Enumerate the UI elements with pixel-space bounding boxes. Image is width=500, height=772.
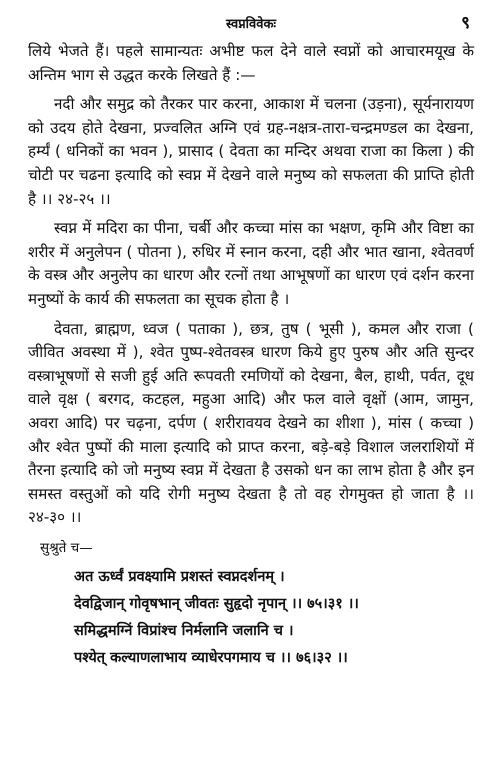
verse-line: देवद्विजान् गोवृषभान् जीवतः सुहृदो नृपान् ।। ७५।३१ ।। <box>74 595 359 612</box>
paragraph-dreams-success: नदी और समुद्र को तैरकर पार करना, आकाश में चलना (उड़ना), सूर्यनारायण को उदय होते देखना, प्रज्वलित अग्नि एवं ग्रह-नक्षत्र-तारा-चन्द्रमण्डल का देखना, हर्म्यं ( धनिकों का भवन ), प्रासाद ( देवता का मन्दिर अथवा राजा का किला ) की चोटी पर चढना इत्यादि को स्वप्न में देखने वाले मनुष्य को सफलता की प्राप्ति होती है ।। २४-२५ ।। <box>28 95 474 208</box>
paragraph-dreams-wealth: देवता, ब्राह्मण, ध्वज ( पताका ), छत्र, तुष ( भूसी ), कमल और राजा ( जीवित अवस्था में ), श्वेत पुष्प-श्वेतवस्त्र धारण किये हुए पुरुष और अति सुन्दर वस्त्राभूषणों से सजी हुई अति रूपवती रमणियों को देखना, बैल, हाथी, पर्वत, दूध वाले वृक्ष ( बरगद, कटहल, महुआ आदि) और फल वाले वृक्षों (आम, जामुन, अवरा आदि) पर चढ़ना, दर्पण ( शरीरावयव देखने का शीशा ), मांस ( कच्चा ) और श्वेत पुष्पों की माला इत्यादि को प्राप्त करना, बड़े-बड़े विशाल जलराशियों में तैरना इत्यादि को जो मनुष्य स्वप्न में देखता है उसको धन का लाभ होता है और इन समस्त वस्तुओं को यदि रोगी मनुष्य देखता है तो वह रोगमुक्त हो जाता है ।। २४-३० ।। <box>28 319 474 527</box>
verse-line: पश्येत् कल्याणलाभाय व्याधेरपगमाय च ।। ७६।३२ ।। <box>74 649 348 666</box>
citation-label: सुश्रुते च— <box>40 539 93 556</box>
running-title: स्वप्नविवेकः <box>225 17 277 32</box>
page-number: ९ <box>461 13 470 33</box>
verse-line: अत ऊर्ध्वं प्रवक्ष्यामि प्रशस्तं स्वप्नदर्शनम् । <box>74 568 285 585</box>
running-header <box>28 10 474 36</box>
sanskrit-verse-block <box>74 564 474 672</box>
paragraph-intro: लिये भेजते हैं। पहले सामान्यतः अभीष्ट फल देने वाले स्वप्नों को आचारमयूख के अन्तिम भाग से उद्धत करके लिखते हैं :— <box>28 42 474 84</box>
paragraph-dreams-signs: स्वप्न में मदिरा का पीना, चर्बी और कच्चा मांस का भक्षण, कृमि और विष्टा का शरीर में अनुलेपन ( पोतना ), रुधिर में स्नान करना, दही और भात खाना, श्वेतवर्ण के वस्त्र और अनुलेप का धारण और रत्नों तथा आभूषणों का धारण एवं दर्शन करना मनुष्यों के कार्य की सफलता का सूचक होता है । <box>28 219 474 308</box>
verse-line: समिद्धमग्निं विप्रांश्च निर्मलानि जलानि च । <box>74 622 294 639</box>
